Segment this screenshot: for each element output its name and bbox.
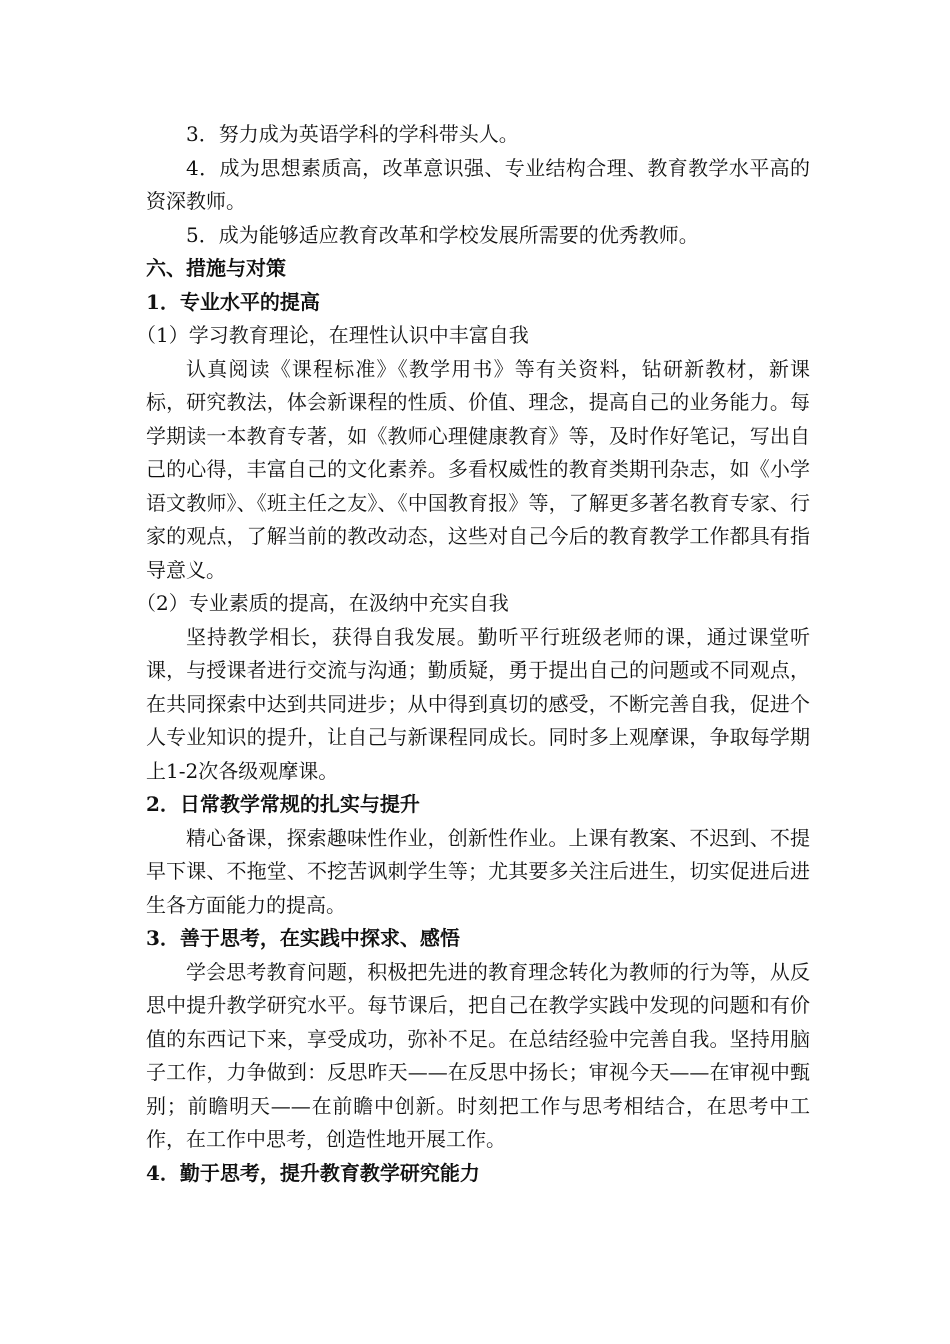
subsection-heading-2: 2．日常教学常规的扎实与提升: [146, 792, 420, 816]
body-paragraph-reflection: 学会思考教育问题，积极把先进的教育理念转化为教师的行为等，从反思中提升教学研究水平。每节课后，把自己在教学实践中发现的问题和有价值的东西记下来，享受成功，弥补不足。在总结经验中完善自我。坚持用脑子工作，力争做到：反思昨天——在反思中扬长；审视今天——在审视中甄别；前瞻明天——在前瞻中创新。时刻把工作与思考相结合，在思考中工作，在工作中思考，创造性地开展工作。: [146, 959, 810, 1151]
goal-item-4: 4．成为思想素质高，改革意识强、专业结构合理、教育教学水平高的资深教师。: [146, 155, 810, 213]
body-paragraph-quality: 坚持教学相长，获得自我发展。勤听平行班级老师的课，通过课堂听课，与授课者进行交流与沟通；勤质疑，勇于提出自己的问题或不同观点，在共同探索中达到共同进步；从中得到真切的感受，不断完善自我，促进个人专业知识的提升，让自己与新课程同成长。同时多上观摩课，争取每学期上1-2次各级观摩课。: [146, 624, 810, 783]
subsection-heading-4: 4．勤于思考，提升教育教学研究能力: [146, 1160, 480, 1185]
section-heading-measures: 六、措施与对策: [146, 256, 286, 280]
subsection-heading-1: 1．专业水平的提高: [146, 289, 320, 314]
body-paragraph-routine: 精心备课，探索趣味性作业，创新性作业。上课有教案、不迟到、不提早下课、不拖堂、不挖苦讽刺学生等；尤其要多关注后进生，切实促进后进生各方面能力的提高。: [146, 825, 810, 917]
subsection-heading-3: 3．善于思考，在实践中探求、感悟: [146, 926, 460, 950]
goal-item-5: 5．成为能够适应教育改革和学校发展所需要的优秀教师。: [186, 222, 699, 247]
goal-item-3: 3．努力成为英语学科的学科带头人。: [186, 122, 519, 146]
sub-heading-1-1: （1）学习教育理论，在理性认识中丰富自我: [136, 323, 529, 347]
body-paragraph-theory: 认真阅读《课程标准》《教学用书》等有关资料，钻研新教材，新课标，研究教法，体会新课程的性质、价值、理念，提高自己的业务能力。每学期读一本教育专著，如《教师心理健康教育》等，及时作好笔记，写出自己的心得，丰富自己的文化素养。多看权威性的教育类期刊杂志，如《小学语文教师》、《班主任之友》、《中国教育报》等，了解更多著名教育专家、行家的观点，了解当前的教改动态，这些对自己今后的教育教学工作都具有指导意义。: [146, 356, 810, 582]
sub-heading-1-2: （2）专业素质的提高，在汲纳中充实自我: [136, 591, 509, 615]
document-page: [136, 118, 810, 1190]
